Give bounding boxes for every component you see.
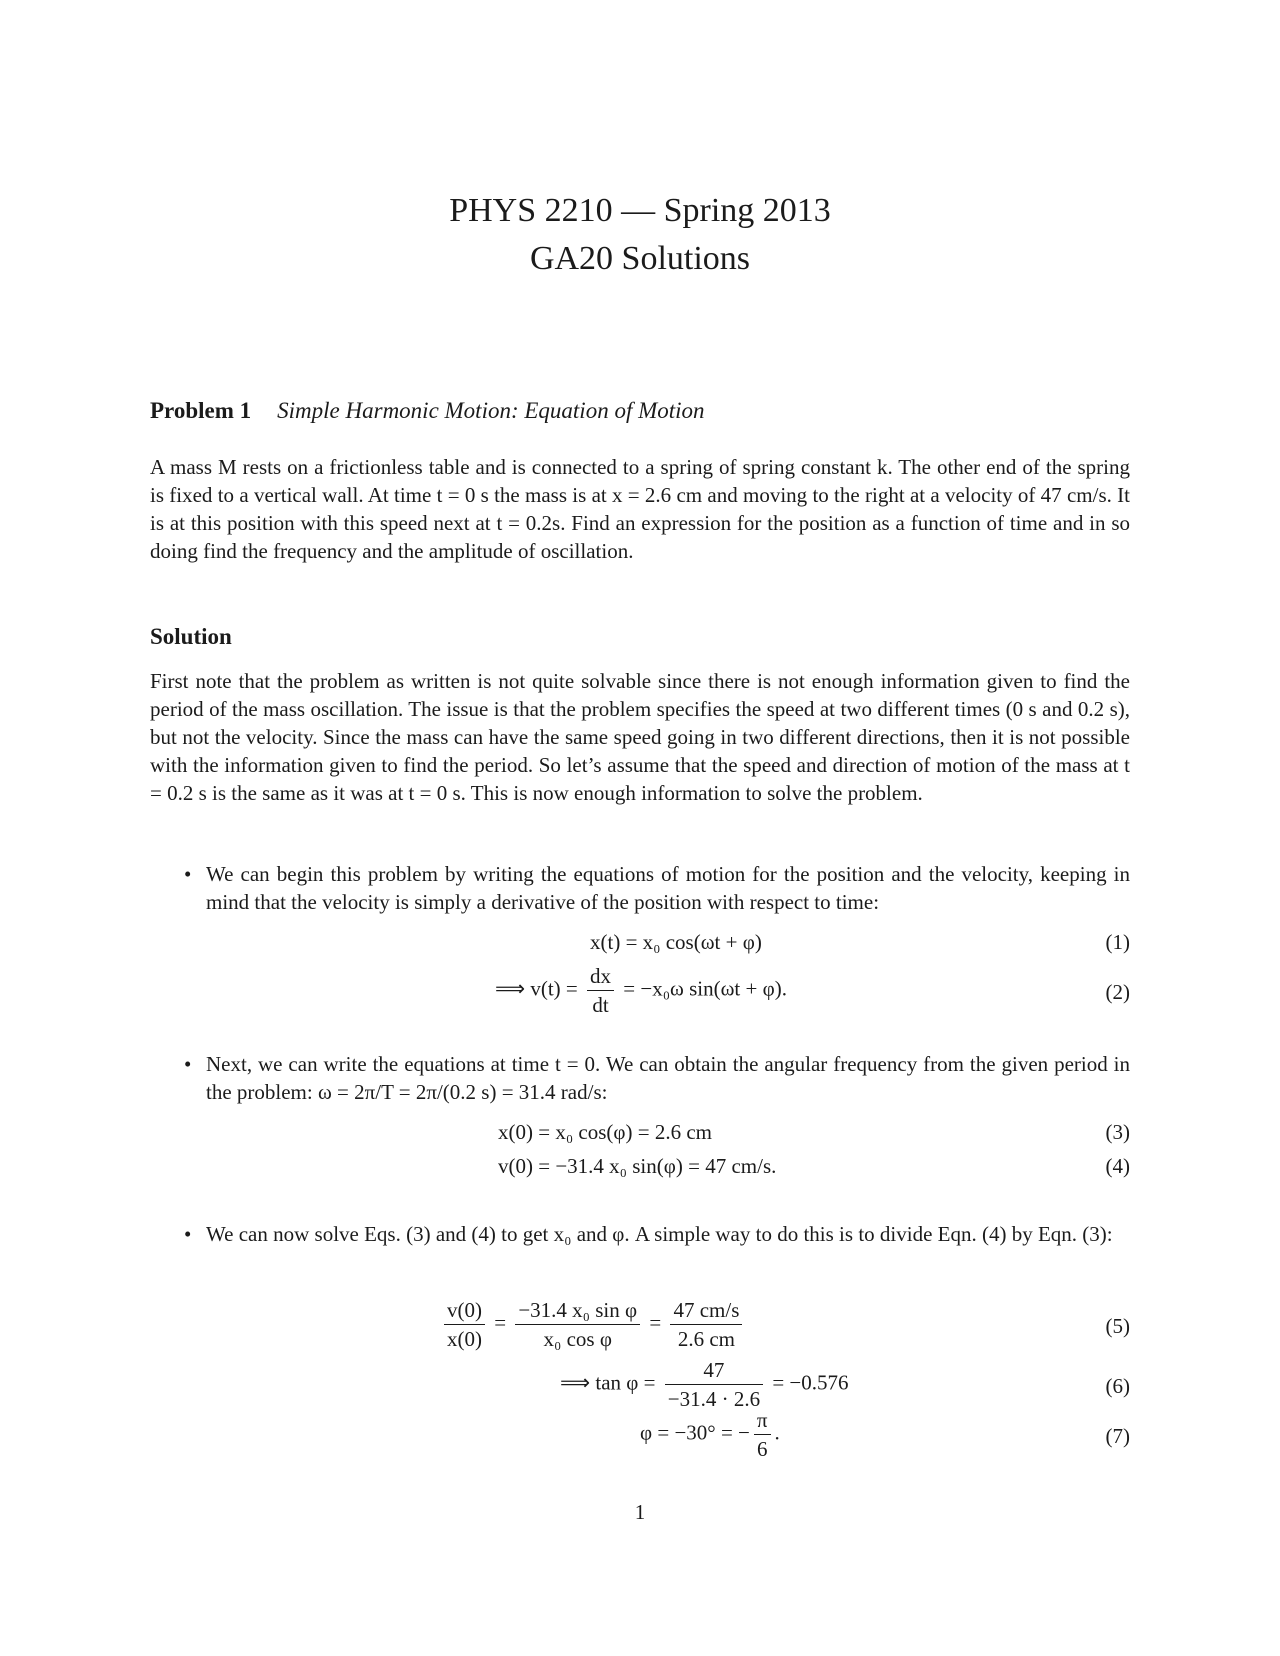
document-title: GA20 Solutions <box>529 240 751 277</box>
fraction: $\frac{v(0)}{x(0)}$ <box>444 1296 485 1353</box>
equation-2-right: = −x₀ω sin(ωt + φ). <box>623 976 787 1001</box>
solution-heading: Solution <box>150 624 232 649</box>
equation-number: (4) <box>1105 1154 1130 1178</box>
equation-7-left: φ = −30° = − <box>640 1420 750 1445</box>
equation-4: v(0) = −31.4 x₀ sin(φ) = 47 cm/s. <box>498 1154 777 1178</box>
bullet-item <box>184 1220 1130 1248</box>
equation-6 <box>560 1356 849 1413</box>
equation-number: (2) <box>1105 980 1130 1004</box>
equation-1: x(t) = x₀ cos(ωt + φ) <box>590 930 762 954</box>
equation-2-left: ⟹ v(t) = <box>495 976 578 1001</box>
equation-6-left: ⟹ tan φ = <box>560 1370 656 1395</box>
document-page <box>150 0 1130 1656</box>
bullet-text: Next, we can write the equations at time t = 0. We can obtain the angular frequency from the given period in the problem: ω = 2π/T = 2π/(0.2 s) = 31.4 rad/s: <box>206 1052 1130 1104</box>
problem-title: Simple Harmonic Motion: Equation of Motion <box>277 398 705 423</box>
equation-7 <box>640 1406 780 1463</box>
problem-statement: A mass M rests on a frictionless table and is connected to a spring of spring constant k. The other end of the spring is fixed to a vertical wall. At time t = 0 s the mass is at x = 2.6 cm and moving to the right at a velocity of 47 cm/s. It is at this position with this speed next at t = 0.2s. Find an expression for the position as a function of time and in so doing find the frequency and the amplitude of oscillation. <box>150 455 1130 563</box>
equation-number: (7) <box>1105 1424 1130 1448</box>
equation-number: (3) <box>1105 1120 1130 1144</box>
derivative-fraction: $\frac{dx}{dt}$ <box>587 962 614 1019</box>
equation-7-tail: . <box>774 1420 780 1445</box>
bullet-item <box>184 1050 1130 1106</box>
equation-number: (1) <box>1105 930 1130 954</box>
solution-intro: First note that the problem as written is not quite solvable since there is not enough information given to find the period of the mass oscillation. The issue is that the problem specifies the speed at two different times (0 s and 0.2 s), but not the velocity. Since the mass can have the same speed going in two different directions, then it is not possible with the information given to find the period. So let’s assume that the speed and direction of motion of the mass at t = 0.2 s is the same as it was at t = 0 s. This is now enough information to solve the problem. <box>150 669 1130 805</box>
fraction: $\frac{\pi}{6}$ <box>754 1406 771 1463</box>
equation-number: (5) <box>1105 1314 1130 1338</box>
bullet-text: We can begin this problem by writing the equations of motion for the position and the velocity, keeping in mind that the velocity is simply a derivative of the position with respect to time: <box>206 862 1130 914</box>
fraction: $\frac{47}{-31.4 \cdot 2.6}$ <box>665 1356 763 1413</box>
problem-label: Problem 1 <box>150 398 252 423</box>
bullet-icon: • <box>184 862 192 886</box>
bullet-text: We can now solve Eqs. (3) and (4) to get x₀ and φ. A simple way to do this is to divide Eqn. (4) by Eqn. (3): <box>206 1222 1113 1246</box>
problem-heading <box>150 398 705 424</box>
equation-2 <box>495 962 787 1019</box>
fraction: $\frac{47 cm/s}{2.6 cm}$ <box>670 1296 742 1353</box>
course-title: PHYS 2210 — Spring 2013 <box>449 192 831 229</box>
equation-5: $\frac{v(0)}{x(0)}$ = $\frac{\text{−31.4 x₀ sin φ}}{\text{x₀ cos φ}}$ = $\frac{47 cm/s}{2.6 cm}$ <box>440 1296 746 1353</box>
bullet-icon: • <box>184 1222 192 1246</box>
equation-3: x(0) = x₀ cos(φ) = 2.6 cm <box>498 1120 712 1144</box>
bullet-icon: • <box>184 1052 192 1076</box>
page-number: 1 <box>634 1500 646 1524</box>
bullet-item <box>184 860 1130 916</box>
equation-6-right: = −0.576 <box>772 1370 849 1395</box>
fraction: $\frac{\text{−31.4 x₀ sin φ}}{\text{x₀ cos φ}}$ <box>515 1296 640 1353</box>
equation-number: (6) <box>1105 1374 1130 1398</box>
